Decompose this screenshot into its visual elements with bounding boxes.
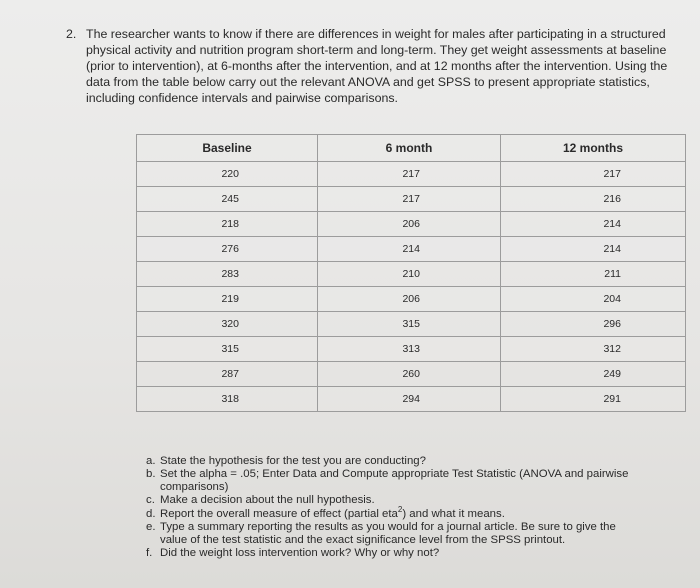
cell-6-month: 206 <box>318 287 501 312</box>
header-baseline: Baseline <box>137 135 318 162</box>
cell-baseline: 287 <box>137 362 318 387</box>
cell-12-months: 312 <box>501 337 686 362</box>
cell-baseline: 220 <box>137 162 318 187</box>
cell-baseline: 318 <box>137 387 318 412</box>
subquestion-letter: b. <box>146 468 156 481</box>
question-text: The researcher wants to know if there are differences in weight for males after participating in a structured physical activity and nutrition program short-term and long-term. They get weight assessments at baseline (prior to intervention), at 6-months after the intervention, and at 12 months after the intervention. Using the data from the table below carry out the relevant ANOVA and get SPSS to present appropriate statistics, including confidence intervals and pairwise comparisons. <box>86 27 668 105</box>
cell-baseline: 283 <box>137 262 318 287</box>
subquestion-text: State the hypothesis for the test you are conducting? <box>160 455 426 467</box>
cell-6-month: 214 <box>318 237 501 262</box>
cell-6-month: 313 <box>318 337 501 362</box>
table-row <box>137 262 686 287</box>
table-row <box>137 162 686 187</box>
table-row <box>137 387 686 412</box>
subquestion-letter: c. <box>146 494 155 507</box>
table-row <box>137 237 686 262</box>
table-row <box>137 287 686 312</box>
subquestion-f <box>146 547 646 560</box>
cell-6-month: 210 <box>318 262 501 287</box>
subquestion-text-before: Report the overall measure of effect (partial eta <box>160 507 398 520</box>
cell-6-month: 260 <box>318 362 501 387</box>
cell-6-month: 206 <box>318 212 501 237</box>
question-2 <box>66 26 678 106</box>
cell-12-months: 204 <box>501 287 686 312</box>
header-6-month: 6 month <box>318 135 501 162</box>
cell-12-months: 216 <box>501 187 686 212</box>
header-12-months: 12 months <box>501 135 686 162</box>
table-row <box>137 187 686 212</box>
cell-baseline: 320 <box>137 312 318 337</box>
subquestion-c <box>146 494 646 507</box>
subquestion-a <box>146 455 646 468</box>
cell-6-month: 315 <box>318 312 501 337</box>
table-row <box>137 337 686 362</box>
subquestion-e <box>146 521 646 547</box>
table-row <box>137 212 686 237</box>
cell-baseline: 245 <box>137 187 318 212</box>
subquestion-letter: f. <box>146 547 153 560</box>
subquestion-text: Set the alpha = .05; Enter Data and Compute appropriate Test Statistic (ANOVA and pairwise comparisons) <box>160 468 629 494</box>
subquestion-text: Type a summary reporting the results as you would for a journal article. Be sure to give the value of the test statistic and the exact significance level from the SPSS printout. <box>160 520 616 546</box>
cell-12-months: 291 <box>501 387 686 412</box>
weight-table <box>136 134 686 412</box>
subquestion-text-after: ) and what it means. <box>402 507 505 520</box>
cell-6-month: 217 <box>318 162 501 187</box>
eta-superscript: 2 <box>397 504 403 514</box>
cell-12-months: 217 <box>501 162 686 187</box>
subquestion-letter: a. <box>146 455 156 467</box>
subquestion-list <box>146 455 646 560</box>
subquestion-letter: d. <box>146 507 156 520</box>
subquestion-d <box>146 504 646 521</box>
table-row <box>137 312 686 337</box>
cell-baseline: 276 <box>137 237 318 262</box>
subquestion-text: Make a decision about the null hypothesis. <box>160 494 375 507</box>
cell-12-months: 211 <box>501 262 686 287</box>
subquestion-b <box>146 468 646 494</box>
subquestion-letter: e. <box>146 520 156 533</box>
cell-12-months: 214 <box>501 212 686 237</box>
cell-12-months: 296 <box>501 312 686 337</box>
cell-6-month: 217 <box>318 187 501 212</box>
subquestion-text: Did the weight loss intervention work? Why or why not? <box>160 547 440 560</box>
cell-baseline: 315 <box>137 337 318 362</box>
table-header-row <box>137 135 686 162</box>
cell-6-month: 294 <box>318 387 501 412</box>
question-number: 2. <box>66 27 77 41</box>
cell-baseline: 219 <box>137 287 318 312</box>
cell-12-months: 249 <box>501 362 686 387</box>
cell-12-months: 214 <box>501 237 686 262</box>
table-row <box>137 362 686 387</box>
cell-baseline: 218 <box>137 212 318 237</box>
